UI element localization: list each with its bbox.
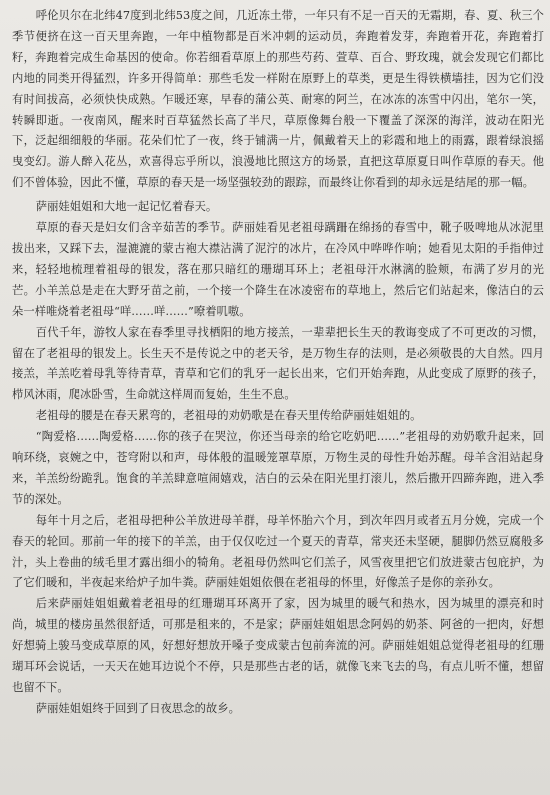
- page-text: [12, 6, 544, 720]
- paragraph-7: 每年十月之后，老祖母把种公羊放进母羊群，母羊怀胎六个月，到次年四月或者五月分娩，完成一个春天的轮回。那前一年的接下的羊羔，由于仅仅吃过一个夏天的青草，常夹还未坚硬，腿脚仍然豆腐般多汁，头上卷曲的绒毛里才露出细小的犄角。老祖母仍然叫它们羔子，风雪夜里把它们放进蒙古包庇护，为了它们暖和，半夜起来给炉子加牛粪。萨丽娃姐姐依偎在老祖母的怀里，好像羔子是你的亲孙女。: [12, 513, 544, 590]
- paragraph-8: 后来萨丽娃姐姐戴着老祖母的红珊瑚耳环离开了家，因为城里的暖气和热水，因为城里的漂亮和时尚，城里的楼房虽然很舒适，可那是租来的，不是家；萨丽娃姐姐思念阿妈的奶茶、阿爸的一把肉，好想好想骑上骏马变成草原的风，好想好想放开嗓子变成蒙古包前奔流的河。萨丽娃姐姐总觉得老祖母的红珊瑚耳环会说话，一天天在她耳边说个不停，只是那些古老的话，就像飞来飞去的鸟，有点儿听不懂，想留也留不下。: [12, 597, 544, 694]
- paragraph-9: 萨丽娃姐姐终于回到了日夜思念的故乡。: [35, 701, 240, 715]
- paragraph-4: 百代千年，游牧人家在春季里寻找栖阳的地方接羔，一辈辈把长生天的教诲变成了不可更改的习惯，留在了老祖母的银发上。长生天不是传说之中的老天爷，是万物生存的法则，是必须敬畏的大自然。四月接羔，羊羔吃着母乳等待青草，青草和它们的乳牙一起长出来，它们开始奔跑，从此变成了原野的孩子，栉风沐雨，爬冰卧雪，生命就这样周而复始，生生不息。: [12, 325, 544, 402]
- paragraph-6: “陶爱格……陶爱格……你的孩子在哭泣，你还当母亲的给它吃奶吧……”老祖母的劝奶歌升起来，回响环绕，哀婉之中，苍穹附以和声，母体般的温暖笼罩草原，万物生灵的母性升始苏醒。母羊含泪站起身来，羊羔纷纷跪乳。饱食的羊羔肆意喧闹嬉戏，洁白的云朵在阳光里打滚儿，然后撒开四蹄奔跑，进入季节的深处。: [12, 430, 544, 506]
- paragraph-1: 呼伦贝尔在北纬47度到北纬53度之间，几近冻土带，一年只有不足一百天的无霜期，春、夏、秋三个季节便挤在这一百天里奔跑，一年中植物都是百米冲刺的运动员，奔跑着发芽，奔跑着开花，奔跑着打籽，奔跑着完成生命基因的使命。你若细看草原上的那些芍药、萱草、百合、野玫瑰，就会发现它们都比内地的同类开得猛烈，许多开得简单：那些毛发一样附在原野上的草类，更是生得铁横墙挂，因为它们没有时间拔高，必须快快成熟。乍暖还寒，早春的蒲公英、耐寒的阿兰，在冰冻的冻雪中闪出，笔尔一笑，转瞬即逝。一夜南风，醒来时百草猛然长高了半尺，草原像舞台般一下覆盖了深深的海洋，波动在阳光下，泛起细细般的华丽。花朵们忙了一夜，终于铺满一片，佩戴着天上的彩霞和地上的雨露，跟着绿浪摇曳变幻。游人醉入花丛，欢喜得忘乎所以，浪漫地比照这方的场景，直把这草原夏日叫作草原的春天。他们不曾体验，因此不懂，草原的春天是一场坚强较劲的跟踪，而最终让你看到的却永远是结尾的那一幅。: [12, 9, 544, 190]
- paragraph-3: 草原的春天是妇女们含辛茹苦的季节。萨丽娃看见老祖母蹒跚在绵扬的春雪中，靴子吸啤地从冰泥里拔出来，又踩下去，湿漉漉的蒙古袍大襟沾满了泥泞的冰片，在冷风中哗哗作响；她看见太阳的手指伸过来，轻轻地梳理着祖母的银发，落在那只暗红的珊瑚耳环上；老祖母汗水淋漓的脸颊，布满了岁月的光芒。小羊羔总是走在大野牙苗之前，一个接一个降生在冰凌密布的草地上，然后它们站起来，像洁白的云朵一样唯烧着老祖母“咩……咩……”嘹着叽嗷。: [12, 221, 544, 318]
- paragraph-5: 老祖母的腰是在春天累弯的，老祖母的劝奶歌是在春天里传给萨丽娃姐姐的。: [35, 409, 422, 423]
- paragraph-2: 萨丽娃姐姐和大地一起记忆着春天。: [35, 200, 218, 214]
